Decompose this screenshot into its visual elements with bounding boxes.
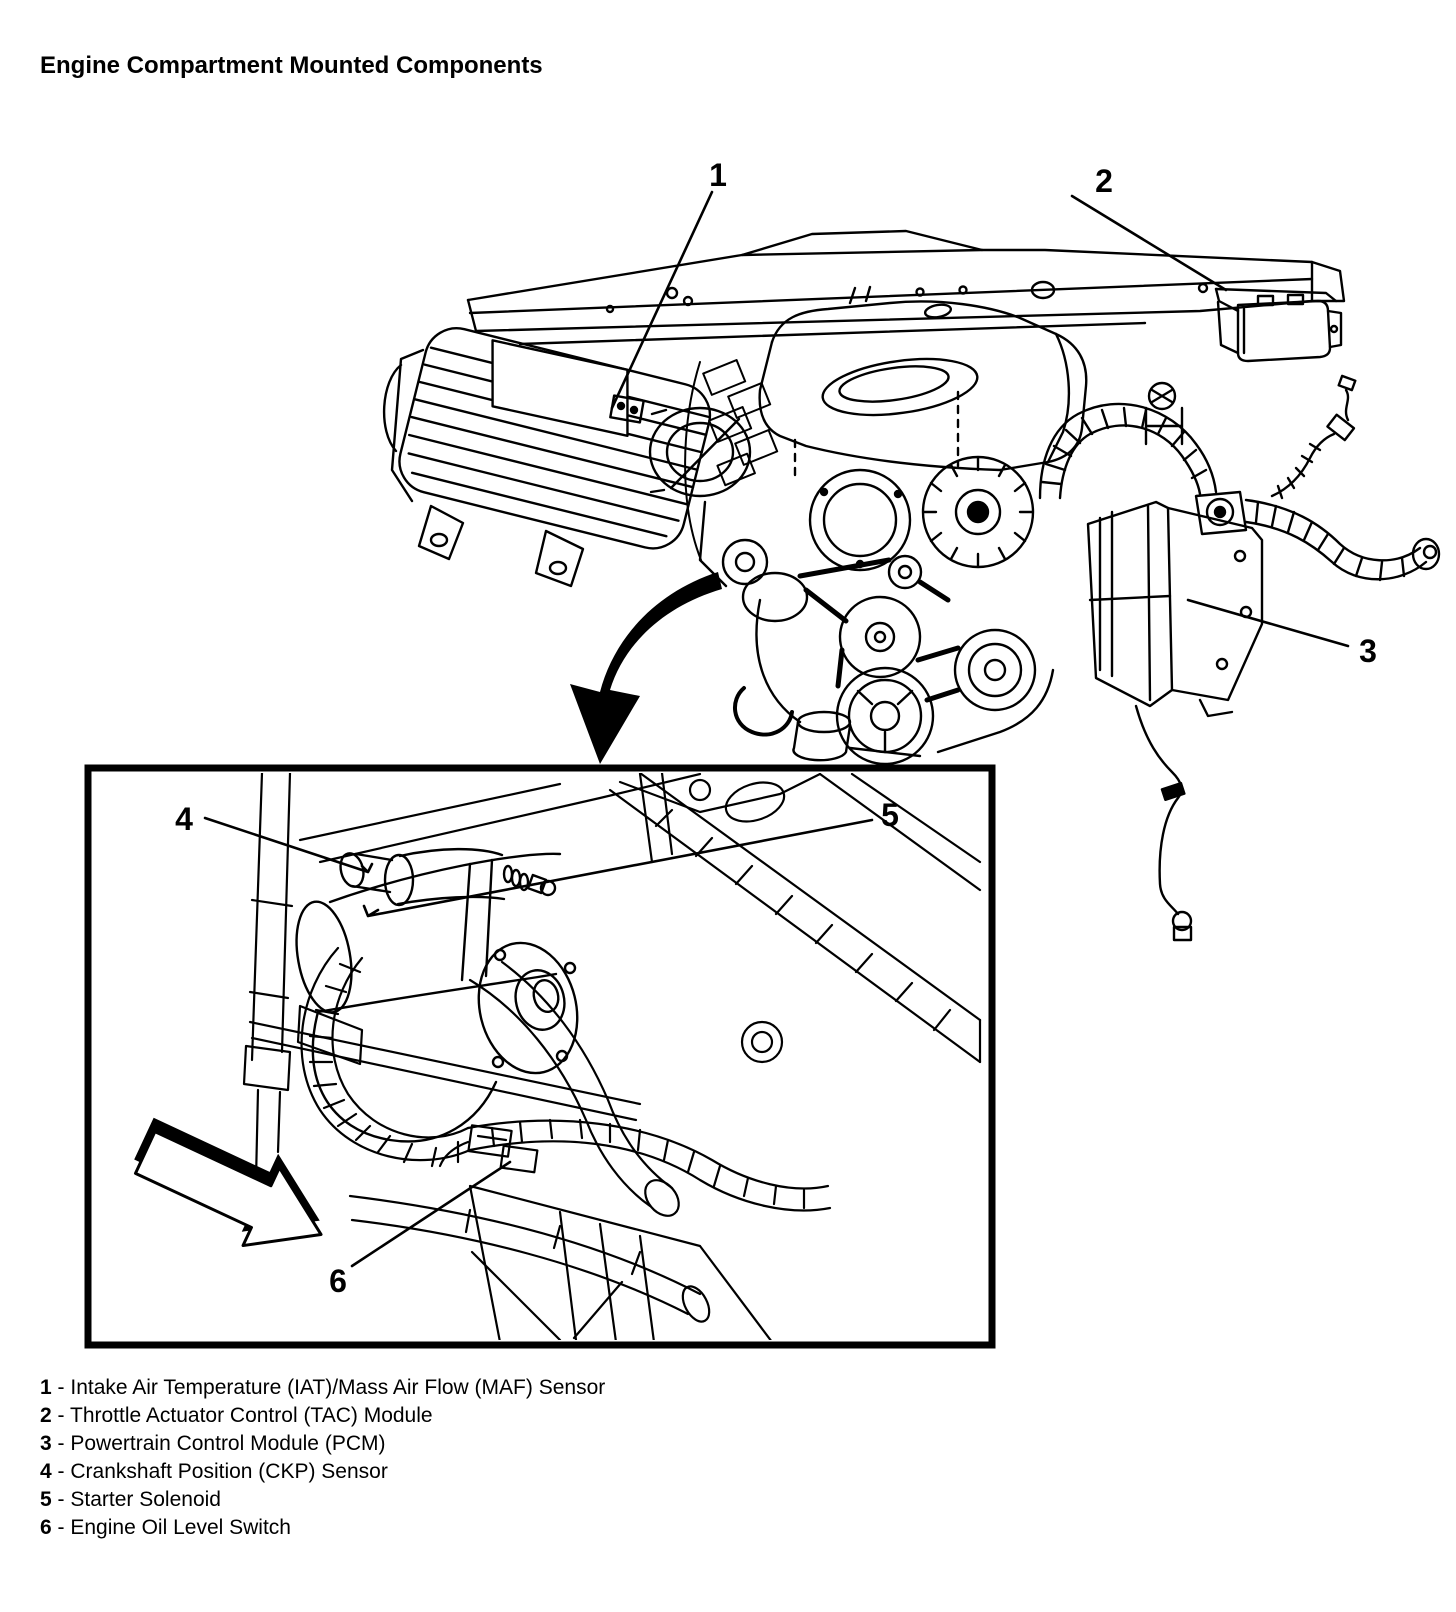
component-legend (40, 1374, 605, 1542)
pcm-module (1088, 502, 1262, 716)
pulleys (735, 556, 1035, 764)
legend-item-4 (40, 1458, 605, 1486)
legend-label: Throttle Actuator Control (TAC) Module (70, 1404, 433, 1427)
legend-num: 5 (40, 1488, 52, 1511)
callout-6: 6 (329, 1263, 347, 1299)
page-title: Engine Compartment Mounted Components (40, 52, 543, 79)
legend-item-1 (40, 1374, 605, 1402)
callout-5: 5 (881, 797, 899, 833)
callout-2: 2 (1095, 163, 1113, 199)
pcm-and-harness (1040, 376, 1439, 940)
legend-sep: - (57, 1488, 65, 1511)
pcm-wire (1136, 706, 1191, 940)
leader-lines-main (612, 192, 1348, 646)
engine (685, 287, 1086, 764)
legend-item-6 (40, 1514, 605, 1542)
legend-num: 3 (40, 1432, 52, 1455)
legend-num: 1 (40, 1376, 52, 1399)
legend-label: Intake Air Temperature (IAT)/Mass Air Flow (MAF) Sensor (70, 1376, 606, 1399)
legend-label: Powertrain Control Module (PCM) (70, 1432, 386, 1455)
legend-num: 6 (40, 1516, 52, 1539)
air-cleaner (384, 321, 750, 586)
legend-item-3 (40, 1430, 605, 1458)
callout-3: 3 (1359, 633, 1377, 669)
legend-label: Crankshaft Position (CKP) Sensor (70, 1460, 388, 1483)
legend-num: 4 (40, 1460, 52, 1483)
legend-sep: - (57, 1432, 65, 1455)
leader-2 (1072, 196, 1226, 290)
legend-item-5 (40, 1486, 605, 1514)
legend-sep: - (57, 1460, 65, 1483)
legend-label: Engine Oil Level Switch (70, 1516, 291, 1539)
alternator (923, 457, 1033, 567)
leader-3 (1188, 600, 1348, 646)
legend-sep: - (57, 1376, 65, 1399)
callout-4: 4 (175, 801, 193, 837)
legend-num: 2 (40, 1404, 52, 1427)
legend-label: Starter Solenoid (70, 1488, 221, 1511)
legend-sep: - (57, 1516, 65, 1539)
legend-sep: - (57, 1404, 65, 1427)
zoom-arrow (570, 572, 722, 764)
callout-1: 1 (709, 157, 727, 193)
cowl-rail (468, 231, 1344, 344)
legend-item-2 (40, 1402, 605, 1430)
